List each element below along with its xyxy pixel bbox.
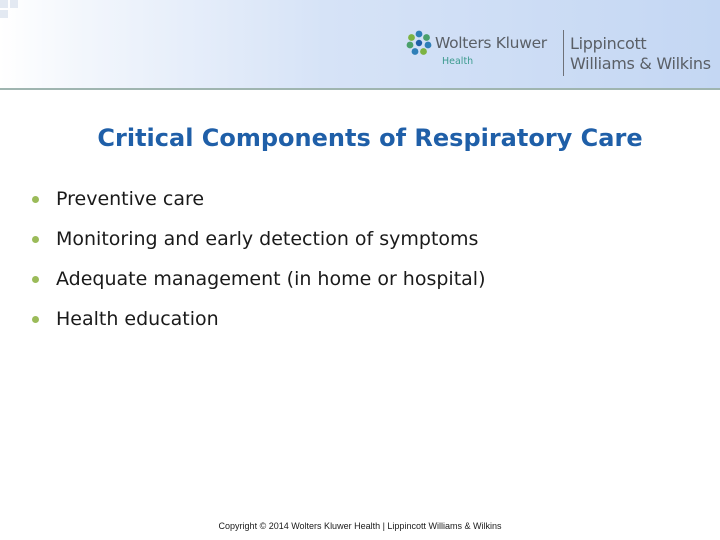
- bullet-dot-icon: [32, 316, 39, 323]
- wolters-kluwer-logo-icon: [406, 30, 432, 56]
- slide-title: Critical Components of Respiratory Care: [97, 124, 643, 152]
- bullet-text: Adequate management (in home or hospital): [56, 268, 486, 290]
- bullet-text: Monitoring and early detection of symptoms: [56, 228, 479, 250]
- brand-subtitle: Health: [442, 56, 474, 67]
- brand-name: Wolters Kluwer: [435, 34, 547, 52]
- bullet-dot-icon: [32, 236, 39, 243]
- publisher-name-line1: Lippincott: [570, 34, 647, 53]
- header-divider: [0, 88, 720, 90]
- copyright-footer: Copyright © 2014 Wolters Kluwer Health | Lippincott Williams & Wilkins: [218, 521, 502, 531]
- bullet-dot-icon: [32, 276, 39, 283]
- bullet-dot-icon: [32, 196, 39, 203]
- corner-decoration: [0, 0, 40, 40]
- publisher-name-line2: Williams & Wilkins: [570, 54, 711, 73]
- bullet-text: Health education: [56, 308, 219, 330]
- bullet-text: Preventive care: [56, 188, 205, 210]
- publisher-logo: [406, 28, 716, 78]
- logo-divider: [563, 30, 564, 76]
